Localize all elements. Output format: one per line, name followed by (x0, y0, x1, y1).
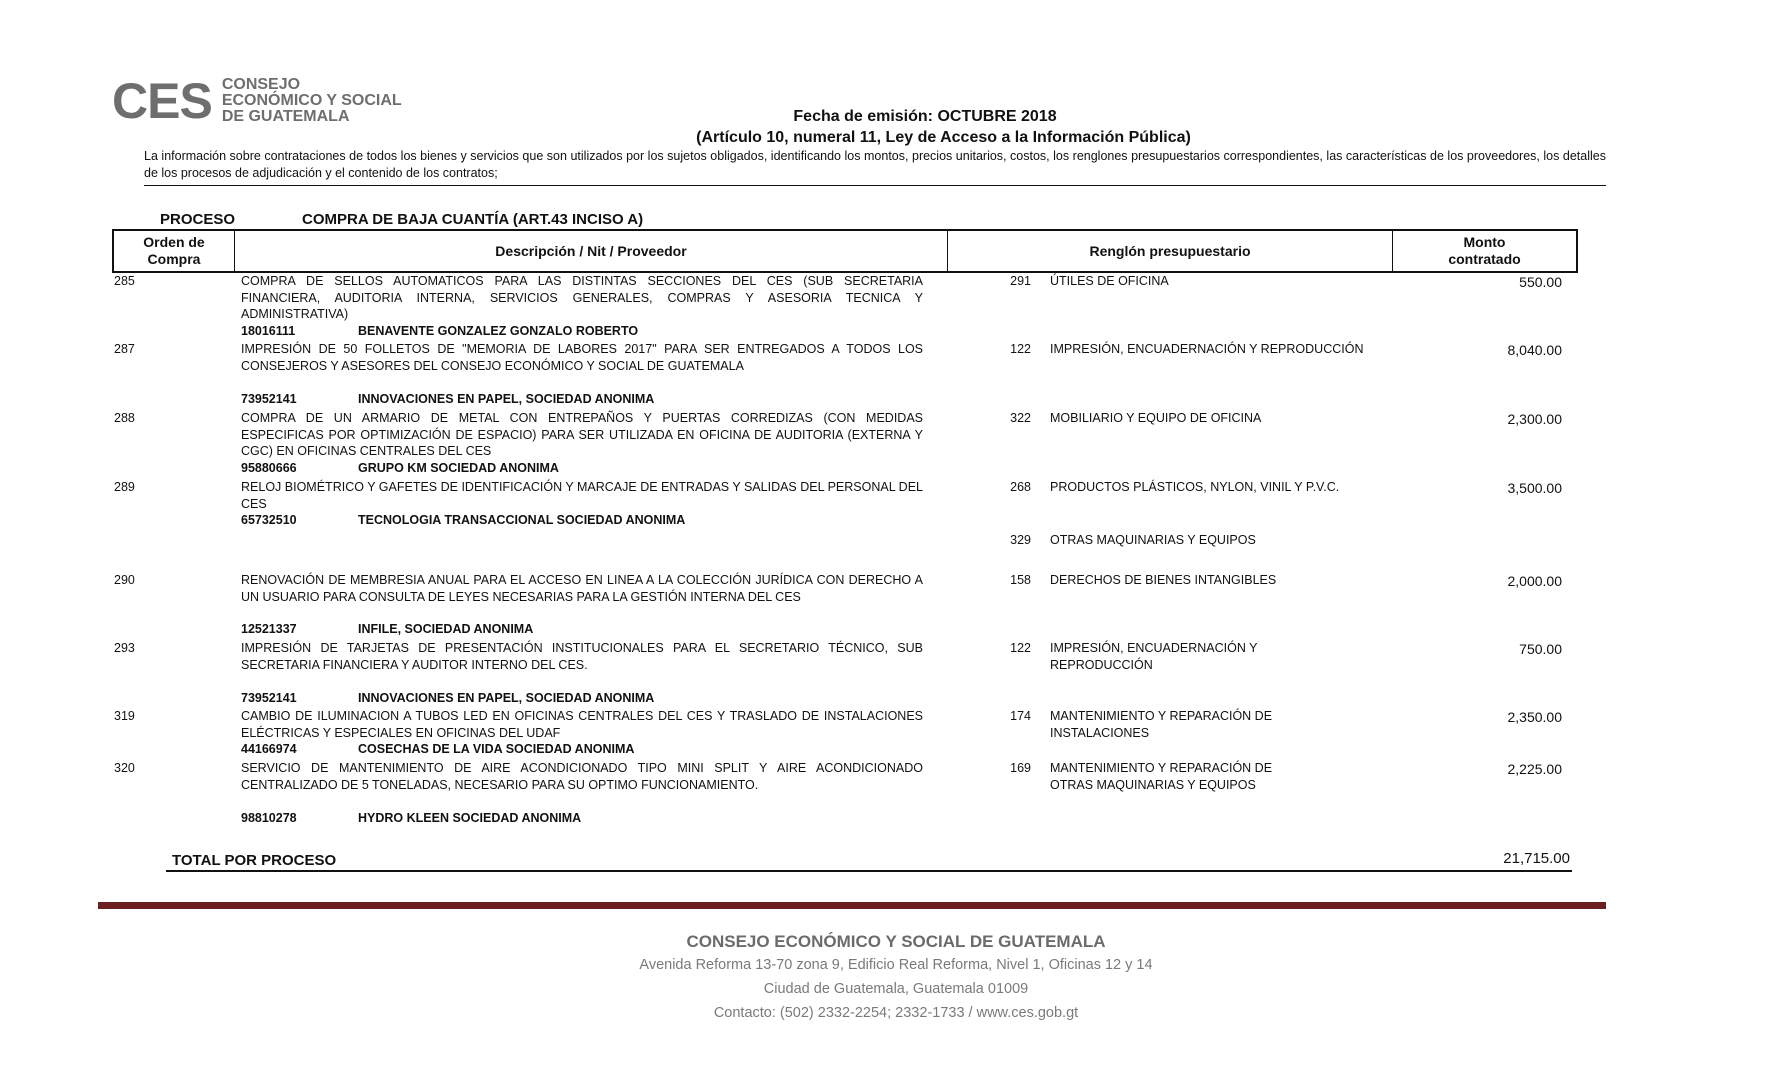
process-label: PROCESO (160, 211, 236, 228)
logo-mark: CES (112, 73, 212, 129)
row-order: 285 (114, 274, 135, 288)
row-budget-name: PRODUCTOS PLÁSTICOS, NYLON, VINIL Y P.V.C. (1050, 480, 1340, 494)
footer-address: Avenida Reforma 13-70 zona 9, Edificio Real Reforma, Nivel 1, Oficinas 12 y 14 (639, 957, 1153, 973)
row-order: 287 (114, 342, 135, 356)
article-reference-text: (Artículo 10, numeral 11, Ley de Acceso a la Información Pública) (696, 129, 1191, 146)
footer-band (98, 902, 1606, 909)
row-amount: 3,500.00 (1507, 480, 1562, 496)
row-amount: 750.00 (1519, 641, 1562, 657)
row-order: 289 (114, 480, 135, 494)
row-amount: 550.00 (1519, 274, 1562, 290)
row-provider: INNOVACIONES EN PAPEL, SOCIEDAD ANONIMA (358, 691, 655, 705)
process-value: COMPRA DE BAJA CUANTÍA (ART.43 INCISO A) (302, 211, 644, 228)
row-provider: COSECHAS DE LA VIDA SOCIEDAD ANONIMA (358, 742, 635, 756)
row-description: IMPRESIÓN DE 50 FOLLETOS DE "MEMORIA DE LABORES 2017" PARA SER ENTREGADOS A TODOS LOS CONSEJEROS Y ASESORES DEL CONSEJO ECONÓMICO Y SOCIAL DE GUATEMALA (241, 342, 923, 373)
row-provider: HYDRO KLEEN SOCIEDAD ANONIMA (358, 811, 582, 825)
row-budget-code: 291 (1010, 274, 1031, 288)
row-budget-code: 158 (1010, 573, 1031, 587)
row-budget-name: MANTENIMIENTO Y REPARACIÓN DE OTRAS MAQUINARIAS Y EQUIPOS (1050, 761, 1273, 792)
row-description: SERVICIO DE MANTENIMIENTO DE AIRE ACONDICIONADO TIPO MINI SPLIT Y AIRE ACONDICIONADO CENTRALIZADO DE 5 TONELADAS, NECESARIO PARA SU OPTIMO FUNCIONAMIENTO. (241, 761, 923, 792)
row-description: COMPRA DE UN ARMARIO DE METAL CON ENTREPAÑOS Y PUERTAS CORREDIZAS (CON MEDIDAS ESPECIFICAS POR OPTIMIZACIÓN DE ESPACIO) PARA SER UTILIZADA EN OFICINA DE AUDITORIA (EXTERNA Y CGC) EN OFICINAS CENTRALES DEL CES (241, 411, 923, 458)
row-nit: 12521337 (241, 622, 297, 636)
total-amount: 21,715.00 (1503, 850, 1570, 867)
row-amount: 2,350.00 (1507, 709, 1562, 725)
row-nit: 95880666 (241, 461, 297, 475)
row-nit: 73952141 (241, 691, 297, 705)
row-budget-code: 322 (1010, 411, 1031, 425)
row-nit: 65732510 (241, 513, 297, 527)
row-provider: INNOVACIONES EN PAPEL, SOCIEDAD ANONIMA (358, 392, 655, 406)
row-nit: 18016111 (241, 324, 296, 338)
total-label: TOTAL POR PROCESO (172, 852, 337, 869)
issue-date-text: Fecha de emisión: OCTUBRE 2018 (793, 108, 1057, 125)
logo-line-2: ECONÓMICO Y SOCIAL (221, 92, 402, 109)
row-extra-budget-code: 329 (1010, 533, 1031, 547)
intro-paragraph: La información sobre contrataciones de todos los bienes y servicios que son utilizados por los sujetos obligados, identificando los montos, precios unitarios, costos, los renglones presupuestarios correspondientes, las características de los proveedores, los detalles de los procesos de adjudicación y el contenido de los contratos; (144, 149, 1606, 180)
row-description: RELOJ BIOMÉTRICO Y GAFETES DE IDENTIFICACIÓN Y MARCAJE DE ENTRADAS Y SALIDAS DEL PERSONAL DEL CES (241, 480, 923, 511)
col-amount-line-2: contratado (1448, 251, 1521, 267)
footer-name: CONSEJO ECONÓMICO Y SOCIAL DE GUATEMALA (686, 932, 1106, 951)
row-provider: TECNOLOGIA TRANSACCIONAL SOCIEDAD ANONIMA (358, 513, 686, 527)
row-budget-name: MOBILIARIO Y EQUIPO DE OFICINA (1050, 411, 1262, 425)
row-budget-name: DERECHOS DE BIENES INTANGIBLES (1050, 573, 1277, 587)
row-amount: 2,000.00 (1507, 573, 1562, 589)
row-provider: BENAVENTE GONZALEZ GONZALO ROBERTO (358, 324, 639, 338)
row-extra-budget-name: OTRAS MAQUINARIAS Y EQUIPOS (1050, 533, 1256, 547)
row-description: CAMBIO DE ILUMINACION A TUBOS LED EN OFICINAS CENTRALES DEL CES Y TRASLADO DE INSTALACIONES ELÉCTRICAS Y ESPECIALES EN OFICINAS DEL UDAF (241, 709, 923, 740)
row-amount: 2,300.00 (1507, 411, 1562, 427)
logo-line-3: DE GUATEMALA (221, 108, 350, 125)
col-order-line-1: Orden de (143, 234, 205, 250)
logo-line-1: CONSEJO (221, 76, 301, 93)
col-description: Descripción / Nit / Proveedor (235, 230, 948, 272)
row-order: 293 (114, 641, 135, 655)
row-budget-code: 169 (1010, 761, 1031, 775)
row-budget-code: 122 (1010, 342, 1031, 356)
row-budget-code: 268 (1010, 480, 1031, 494)
total-divider (166, 870, 1572, 872)
row-budget-name: IMPRESIÓN, ENCUADERNACIÓN Y REPRODUCCIÓN (1050, 641, 1258, 672)
row-budget-name: IMPRESIÓN, ENCUADERNACIÓN Y REPRODUCCIÓN (1050, 342, 1364, 356)
col-budget-line: Renglón presupuestario (948, 230, 1393, 272)
row-order: 320 (114, 761, 135, 775)
row-budget-code: 174 (1010, 709, 1031, 723)
row-description: IMPRESIÓN DE TARJETAS DE PRESENTACIÓN INSTITUCIONALES PARA EL SECRETARIO TÉCNICO, SUB SECRETARIA FINANCIERA Y AUDITOR INTERNO DEL CES. (241, 641, 923, 672)
row-budget-code: 122 (1010, 641, 1031, 655)
footer-contact: Contacto: (502) 2332-2254; 2332-1733 / www.ces.gob.gt (713, 1005, 1079, 1021)
row-amount: 2,225.00 (1507, 761, 1562, 777)
row-nit: 44166974 (241, 742, 297, 756)
row-budget-name: MANTENIMIENTO Y REPARACIÓN DE INSTALACIONES (1050, 709, 1273, 740)
row-nit: 73952141 (241, 392, 297, 406)
row-provider: GRUPO KM SOCIEDAD ANONIMA (358, 461, 559, 475)
row-description: RENOVACIÓN DE MEMBRESIA ANUAL PARA EL ACCESO EN LINEA A LA COLECCIÓN JURÍDICA CON DERECHO A UN USUARIO PARA CONSULTA DE LEYES NECESARIAS PARA LA GESTIÓN INTERNA DEL CES (241, 573, 923, 604)
col-order-line-2: Compra (147, 251, 201, 267)
col-amount-line-1: Monto (1463, 234, 1506, 250)
row-order: 319 (114, 709, 135, 723)
row-budget-name: ÚTILES DE OFICINA (1050, 274, 1169, 288)
row-provider: INFILE, SOCIEDAD ANONIMA (358, 622, 534, 636)
footer-city: Ciudad de Guatemala, Guatemala 01009 (763, 981, 1029, 997)
row-order: 288 (114, 411, 135, 425)
row-description: COMPRA DE SELLOS AUTOMATICOS PARA LAS DISTINTAS SECCIONES DEL CES (SUB SECRETARIA FINANCIERA, AUDITORIA INTERNA, SERVICIOS GENERALES, COMPRAS Y ASESORIA TECNICA Y ADMINISTRATIVA) (241, 274, 923, 321)
row-amount: 8,040.00 (1507, 342, 1562, 358)
row-nit: 98810278 (241, 811, 297, 825)
row-order: 290 (114, 573, 135, 587)
